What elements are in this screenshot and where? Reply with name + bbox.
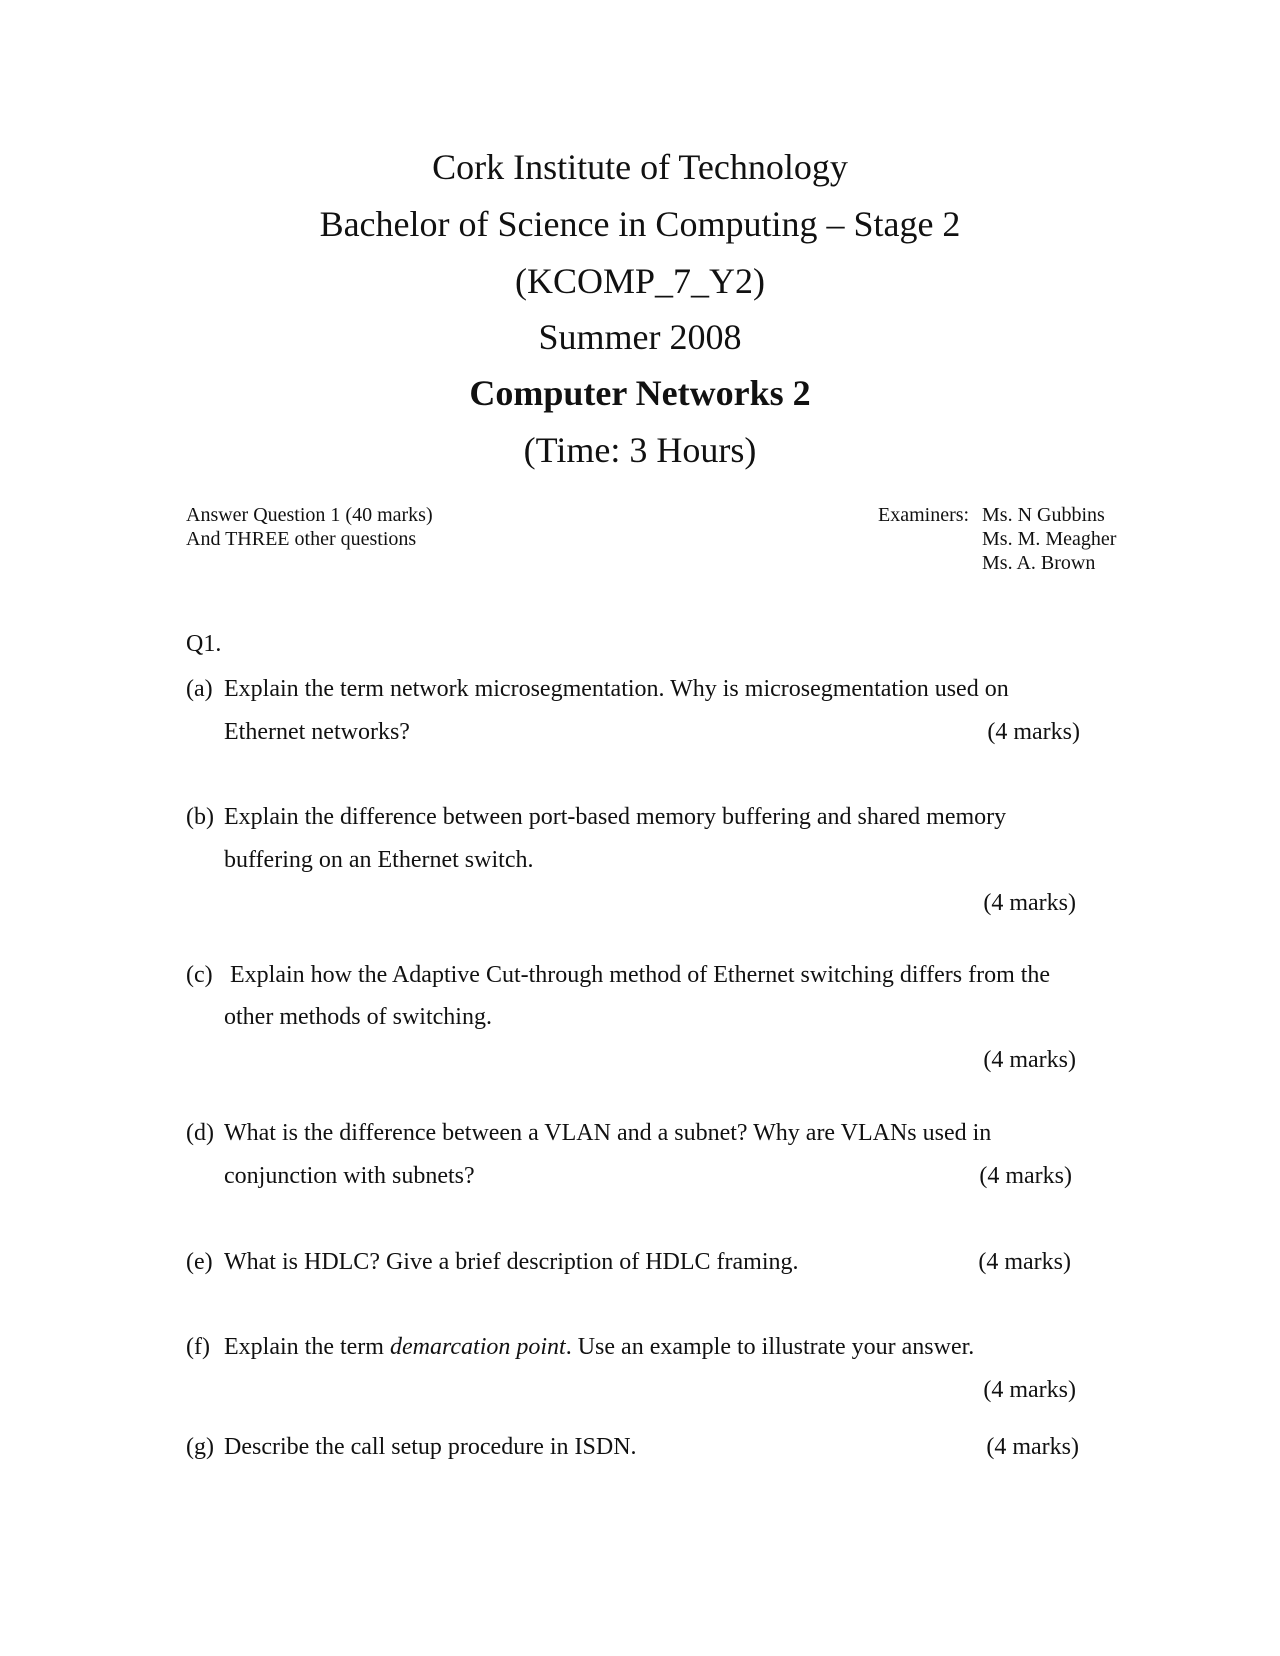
examiner-name: Ms. N Gubbins	[982, 504, 1105, 526]
part-text-post: . Use an example to illustrate your answer.	[565, 1334, 975, 1360]
part-marks: (4 marks)	[979, 1163, 1072, 1189]
part-text-line: Describe the call setup procedure in ISDN.	[224, 1434, 637, 1460]
part-label: (e)	[186, 1249, 213, 1275]
part-text-line: Explain the term network microsegmentation. Why is microsegmentation used on	[224, 676, 1009, 702]
part-text-line: What is HDLC? Give a brief description of HDLC framing.	[224, 1249, 799, 1275]
part-text-line	[224, 1332, 974, 1362]
part-text-line: Ethernet networks?	[224, 719, 410, 745]
institution-title: Cork Institute of Technology	[432, 147, 848, 187]
part-text-line: Explain the difference between port-based memory buffering and shared memory	[224, 804, 1007, 830]
exam-session: Summer 2008	[538, 317, 742, 357]
question-number: Q1.	[186, 631, 222, 657]
part-label: (b)	[186, 804, 214, 830]
part-label: (a)	[186, 676, 213, 702]
part-text-line: other methods of switching.	[224, 1004, 492, 1030]
part-marks: (4 marks)	[987, 719, 1080, 745]
programme-code: (KCOMP_7_Y2)	[514, 261, 765, 301]
part-marks: (4 marks)	[983, 1047, 1076, 1073]
instruction-line-1: Answer Question 1 (40 marks)	[186, 504, 433, 526]
part-label: (c)	[186, 962, 213, 988]
exam-duration: (Time: 3 Hours)	[523, 430, 757, 470]
module-title: Computer Networks 2	[469, 373, 811, 413]
instruction-line-2: And THREE other questions	[186, 528, 417, 550]
programme-title: Bachelor of Science in Computing – Stage 2	[319, 204, 961, 244]
examiner-name: Ms. A. Brown	[982, 552, 1096, 574]
part-text-line: buffering on an Ethernet switch.	[224, 847, 534, 873]
part-text-line: What is the difference between a VLAN and a subnet? Why are VLANs used in	[224, 1120, 992, 1146]
part-label: (d)	[186, 1120, 214, 1146]
part-text-line: Explain how the Adaptive Cut-through method of Ethernet switching differs from the	[230, 962, 1051, 988]
part-label: (g)	[186, 1434, 214, 1460]
part-marks: (4 marks)	[983, 1377, 1076, 1403]
part-text-line: conjunction with subnets?	[224, 1163, 475, 1189]
part-text-emphasis: demarcation point	[389, 1334, 566, 1360]
part-marks: (4 marks)	[983, 890, 1076, 916]
part-marks: (4 marks)	[978, 1249, 1071, 1275]
examiners-label: Examiners:	[878, 504, 970, 526]
part-text-pre: Explain the term	[224, 1334, 390, 1360]
part-label: (f)	[186, 1334, 210, 1360]
examiner-name: Ms. M. Meagher	[982, 528, 1117, 550]
part-marks: (4 marks)	[986, 1434, 1079, 1460]
